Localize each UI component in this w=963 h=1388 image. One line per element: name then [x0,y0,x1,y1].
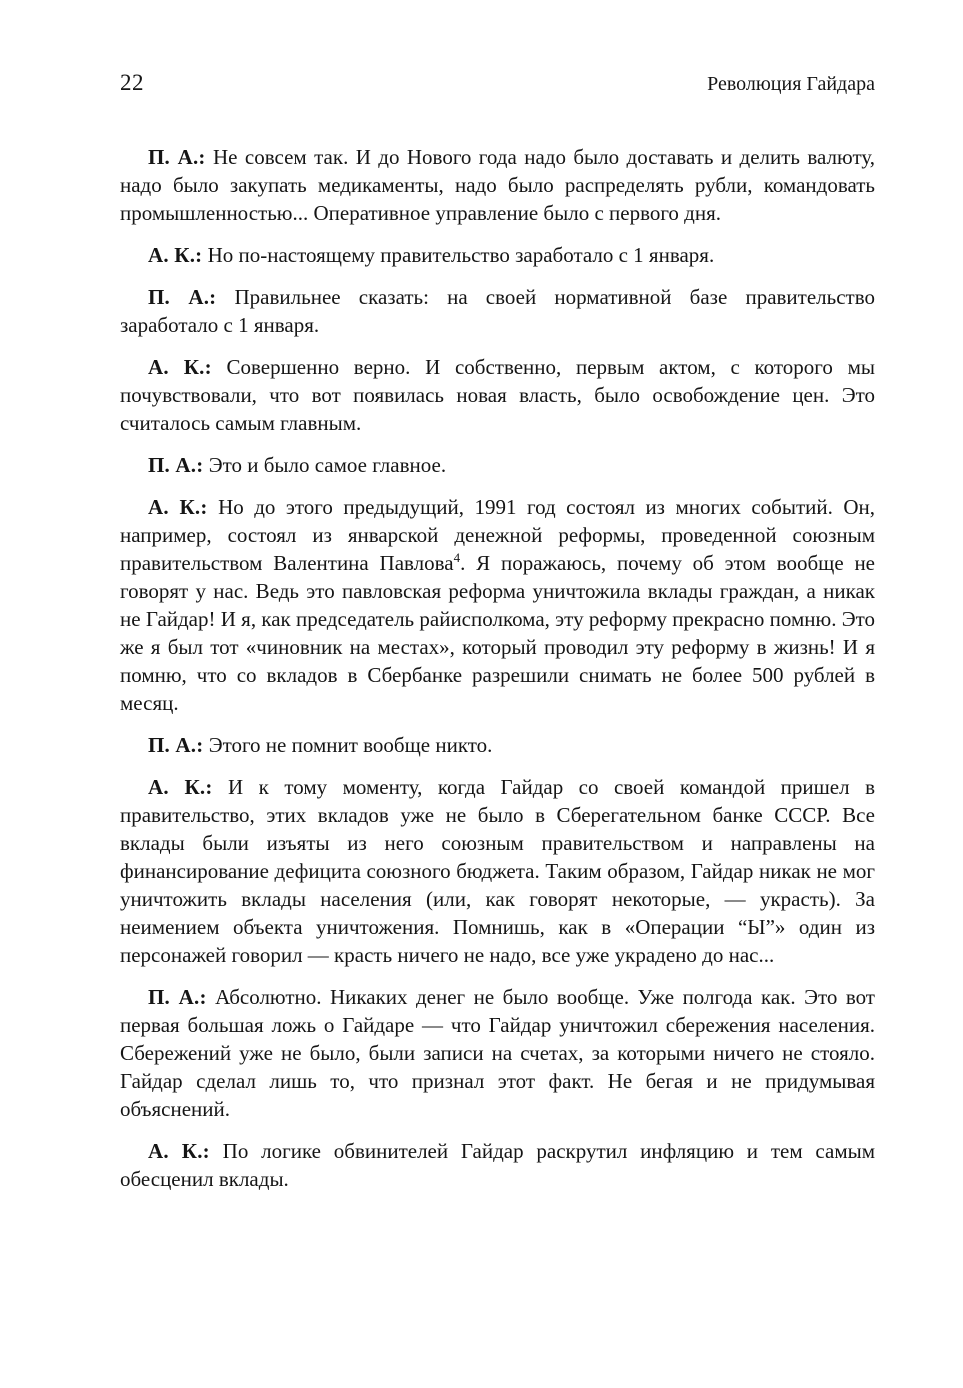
speaker-label: А. К.: [148,243,203,267]
dialogue-paragraph [120,983,875,1123]
paragraph-text: Не совсем так. И до Нового года надо было доставать и делить валюту, надо было закупать медикаменты, надо было распределять рубли, командовать промышленностью... Оперативное управление было с первого дня. [120,145,875,225]
dialogue-paragraph [120,451,875,479]
dialogue-paragraph [120,283,875,339]
dialogue-paragraph [120,731,875,759]
speaker-label: А. К.: [148,775,213,799]
dialogue-paragraph [120,143,875,227]
speaker-label: П. А.: [148,285,217,309]
running-title: Революция Гайдара [707,73,875,95]
paragraph-text: Абсолютно. Никаких денег не было вообще. Уже полгода как. Это вот первая большая ложь о Гайдаре — что Гайдар уничтожил сбережения населения. Сбережений уже не было, были записи на счетах, за которыми ничего не стояло. Гайдар сделал лишь то, что признал этот факт. Не бегая и не придумывая объяснений. [120,985,875,1121]
paragraph-text: Совершенно верно. И собственно, первым актом, с которого мы почувствовали, что вот появилась новая власть, было освобождение цен. Это считалось самым главным. [120,355,875,435]
speaker-label: П. А.: [148,145,206,169]
paragraph-text: Но до этого предыдущий, 1991 год состоял из многих событий. Он, например, состоял из январской денежной реформы, проведенной союзным правительством Валентина Павлова [120,495,875,575]
dialogue-paragraph [120,773,875,969]
dialogue-paragraph [120,241,875,269]
dialogue-text [120,143,875,1193]
dialogue-paragraph [120,353,875,437]
paragraph-text: По логике обвинителей Гайдар раскрутил инфляцию и тем самым обесценил вклады. [120,1139,876,1191]
page-header [120,70,875,97]
dialogue-paragraph [120,493,875,717]
paragraph-text: Это и было самое главное. [203,453,447,477]
speaker-label: П. А.: [148,985,207,1009]
dialogue-paragraph [120,1137,875,1193]
page-number: 22 [120,70,144,95]
speaker-label: А. К.: [148,495,208,519]
paragraph-text: И к тому моменту, когда Гайдар со своей командой пришел в правительство, этих вкладов уже не было в Сберегательном банке СССР. Все вклады были изъяты из него союзным правительством и направлены на финансирование дефицита союзного бюджета. Таким образом, Гайдар никак не мог уничтожить вклады населения (или, как говорят некоторые, — украсть). За неимением объекта уничтожения. Помнишь, как в «Операции “Ы”» один из персонажей говорил — красть ничего не надо, все уже украдено до нас... [120,775,875,967]
paragraph-text: Этого не помнит вообще никто. [203,733,493,757]
paragraph-text: Но по-настоящему правительство заработало с 1 января. [202,243,715,267]
speaker-label: А. К.: [148,355,212,379]
speaker-label: П. А.: [148,453,204,477]
speaker-label: А. К.: [148,1139,210,1163]
paragraph-text: . Я поражаюсь, почему об этом вообще не говорят у нас. Ведь это павловская реформа уничтожила вклады граждан, а никак не Гайдар! И я, как председатель райисполкома, эту реформу прекрасно помню. Это же я был тот «чиновник на местах», который проводил эту реформу в жизнь! И я помню, что со вкладов в Сбербанке разрешили снимать не более 500 рублей в месяц. [120,551,875,715]
footnote-marker: 4 [453,550,461,565]
paragraph-text: Правильнее сказать: на своей нормативной базе правительство заработало с 1 января. [120,285,875,337]
speaker-label: П. А.: [148,733,204,757]
